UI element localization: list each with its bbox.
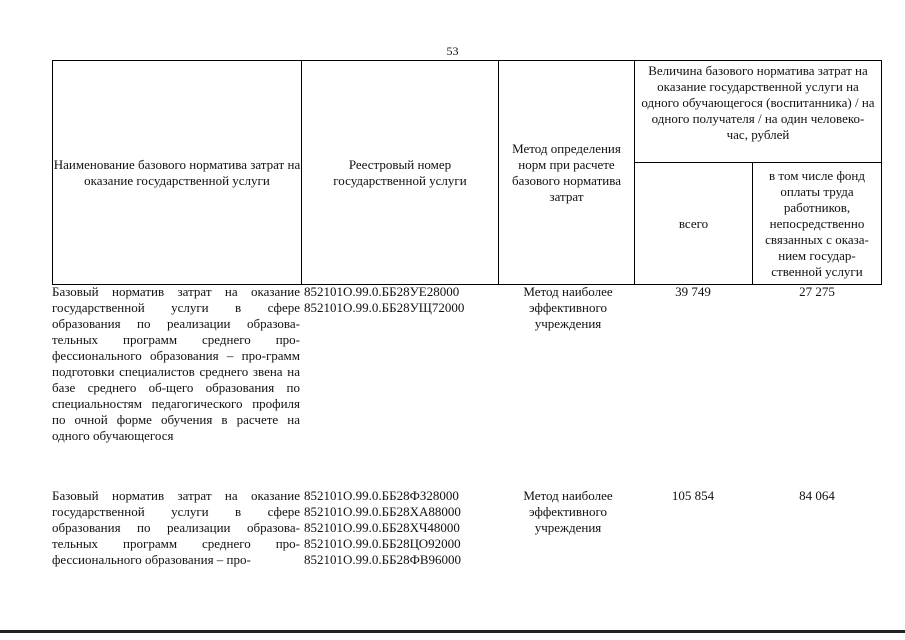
row-fot: 27 275	[799, 284, 835, 299]
page-number: 53	[446, 44, 459, 58]
header-total: всего	[634, 162, 753, 285]
row-code: 852101О.99.0.ББ28ФВ96000	[304, 552, 462, 567]
norms-table-header	[52, 60, 882, 285]
row-code: 852101О.99.0.ББ28ХЧ48000	[304, 520, 460, 535]
table-row	[52, 488, 882, 573]
header-code: Реестровый номер государственной услуги	[301, 60, 499, 285]
row-code: 852101О.99.0.ББ28УЕ28000	[304, 284, 460, 299]
header-fot: в том числе фонд оплаты труда работников, непосредственно связанных с оказа-нием государ-ственной услуги	[752, 162, 882, 285]
row-code: 852101О.99.0.ББ28УЩ72000	[304, 300, 465, 315]
row-code: 852101О.99.0.ББ28ХА88000	[304, 504, 461, 519]
row-codes	[304, 284, 494, 316]
row-fot: 84 064	[799, 488, 835, 503]
row-codes	[304, 488, 494, 568]
table-row	[52, 284, 882, 474]
row-total: 39 749	[675, 284, 711, 299]
header-method: Метод определения норм при расчете базового норматива затрат	[498, 60, 635, 285]
row-method: Метод наиболее эффективного учреждения	[523, 488, 613, 535]
page-bottom-rule	[0, 630, 905, 633]
row-name: Базовый норматив затрат на оказание государственной услуги в сфере образования по реализации образова-тельных программ среднего про-фессионального образования – про-грамм подготовки специалистов среднего звена на базе среднего об-щего образования по специальностям педагогического профиля по очной форме обучения в расчете на одного обучающегося	[52, 284, 300, 443]
row-name: Базовый норматив затрат на оказание государственной услуги в сфере образования по реализации образова-тельных программ среднего про-фессионального образования – про-	[52, 488, 300, 567]
row-total: 105 854	[671, 488, 715, 503]
row-code: 852101О.99.0.ББ28ЦО92000	[304, 536, 461, 551]
header-value: Величина базового норматива затрат на оказание государственной услуги на одного обучающегося (воспитанника) / на одного получателя / на один человеко-час, рублей	[634, 60, 882, 163]
header-name: Наименование базового норматива затрат на оказание государственной услуги	[52, 60, 302, 285]
row-code: 852101О.99.0.ББ28ФЗ28000	[304, 488, 459, 503]
row-method: Метод наиболее эффективного учреждения	[523, 284, 613, 331]
